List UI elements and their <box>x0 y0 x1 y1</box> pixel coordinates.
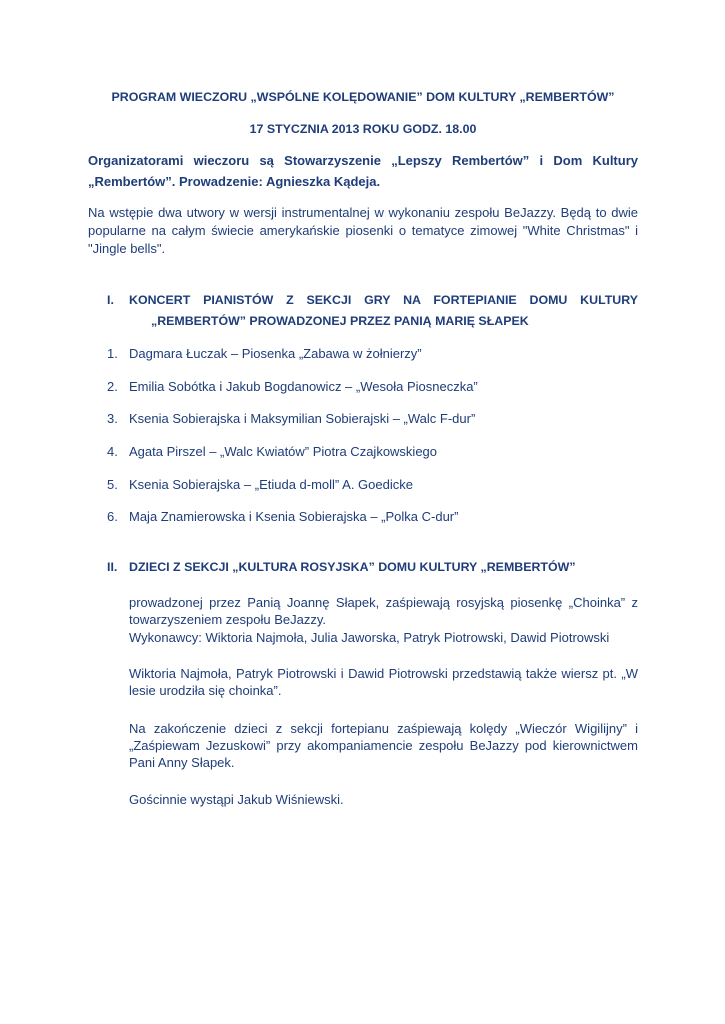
list-item <box>107 345 422 363</box>
document-date: 17 STYCZNIA 2013 ROKU GODZ. 18.00 <box>249 122 477 136</box>
intro-paragraph: Na wstępie dwa utwory w wersji instrumentalnej w wykonaniu zespołu BeJazzy. Będą to dwie popularne na całym świecie amerykańskie piosenki o tematyce zimowej "White Christmas" i "Jingle bells". <box>88 205 638 256</box>
section-2-paragraph-3: Na zakończenie dzieci z sekcji fortepianu zaśpiewają kolędy „Wieczór Wigilijny” i „Zaśpiewam Jezuskowi” przy akompaniamencie zespołu BeJazzy pod kierownictwem Pani Anny Słapek. <box>129 721 638 770</box>
section-2-paragraph-4: Gościnnie wystąpi Jakub Wiśniewski. <box>129 792 344 807</box>
list-item-number: 4. <box>107 444 118 459</box>
organizers-paragraph: Organizatorami wieczoru są Stowarzyszenie „Lepszy Rembertów” i Dom Kultury „Rembertów”. Prowadzenie: Agnieszka Kądeja. <box>88 153 638 189</box>
list-item-number: 1. <box>107 346 118 361</box>
list-item <box>107 410 475 428</box>
list-item <box>107 443 437 461</box>
list-item-number: 2. <box>107 379 118 394</box>
section-1-heading-line2: „REMBERTÓW” PROWADZONEJ PRZEZ PANIĄ MARIĘ SŁAPEK <box>151 314 529 328</box>
section-2-number: II. <box>107 560 118 574</box>
list-item-text: Maja Znamierowska i Ksenia Sobierajska – „Polka C-dur” <box>129 509 459 524</box>
list-item-number: 5. <box>107 477 118 492</box>
list-item <box>107 508 458 526</box>
list-item <box>107 378 478 396</box>
list-item-text: Agata Pirszel – „Walc Kwiatów” Piotra Czajkowskiego <box>129 444 438 459</box>
section-2-paragraph-1: prowadzonej przez Panią Joannę Słapek, zaśpiewają rosyjską piosenkę „Choinka” z towarzyszeniem zespołu BeJazzy. <box>129 595 638 627</box>
list-item-text: Dagmara Łuczak – Piosenka „Zabawa w żołnierzy” <box>129 346 422 361</box>
section-1-number: I. <box>107 293 114 307</box>
list-item-text: Ksenia Sobierajska – „Etiuda d-moll” A. Goedicke <box>129 477 413 492</box>
list-item-number: 3. <box>107 411 118 426</box>
list-item-number: 6. <box>107 509 118 524</box>
section-2-performers: Wykonawcy: Wiktoria Najmoła, Julia Jaworska, Patryk Piotrowski, Dawid Piotrowski <box>129 630 610 645</box>
list-item-text: Emilia Sobótka i Jakub Bogdanowicz – „Wesoła Piosneczka” <box>129 379 478 394</box>
list-item-text: Ksenia Sobierajska i Maksymilian Sobierajski – „Walc F-dur” <box>129 411 476 426</box>
document-title: PROGRAM WIECZORU „WSPÓLNE KOLĘDOWANIE” DOM KULTURY „REMBERTÓW” <box>111 90 615 104</box>
section-2-paragraph-2: Wiktoria Najmoła, Patryk Piotrowski i Dawid Piotrowski przedstawią także wiersz pt. „W lesie urodziła się choinka”. <box>129 666 638 698</box>
list-item <box>107 476 413 494</box>
section-2-heading: DZIECI Z SEKCJI „KULTURA ROSYJSKA” DOMU KULTURY „REMBERTÓW” <box>129 560 576 574</box>
section-1-heading-line1: KONCERT PIANISTÓW Z SEKCJI GRY NA FORTEPIANIE DOMU KULTURY <box>129 293 638 307</box>
